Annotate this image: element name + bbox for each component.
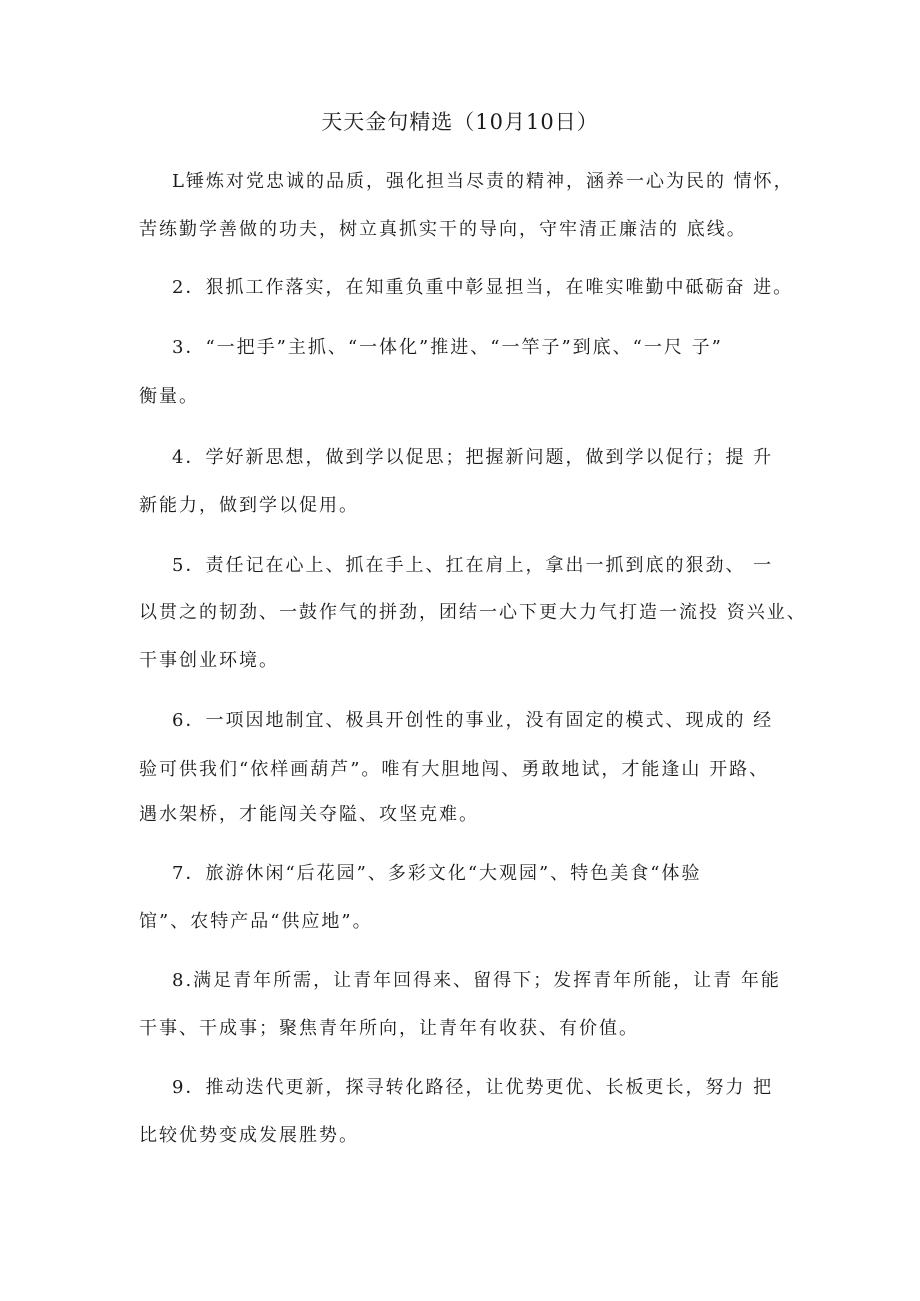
paragraph-2-line-1: 2．狠抓工作落实，在知重负重中彰显担当，在唯实唯勤中砥砺奋 进。 (172, 277, 794, 298)
paragraph-6-line-3: 遇水架桥，才能闯关夺隘、攻坚克难。 (139, 804, 479, 825)
paragraph-4-line-2: 新能力，做到学以促用。 (139, 495, 359, 516)
paragraph-9-line-1: 9．推动迭代更新，探寻转化路径，让优势更优、长板更长，努力 把 (172, 1077, 774, 1098)
document-title: 天天金句精选（10月10日） (321, 110, 599, 134)
paragraph-7-line-2: 馆”、农特产品“供应地”。 (139, 911, 373, 932)
paragraph-8-line-2: 干事、干成事；聚焦青年所向，让青年有收获、有价值。 (139, 1018, 639, 1039)
paragraph-1-line-2: 苦练勤学善做的功夫，树立真抓实干的导向，守牢清正廉洁的 底线。 (139, 219, 747, 240)
paragraph-7-line-1: 7．旅游休闲“后花园”、多彩文化“大观园”、特色美食“体验 (172, 863, 702, 884)
paragraph-6-line-1: 6．一项因地制宜、极具开创性的事业，没有固定的模式、现成的 经 (172, 710, 774, 731)
paragraph-9-line-2: 比较优势变成发展胜势。 (139, 1125, 359, 1146)
paragraph-1-line-1: L锤炼对党忠诚的品质，强化担当尽责的精神，涵养一心为民的 情怀， (172, 171, 794, 192)
paragraph-3-line-1: 3．“一把手”主抓、“一体化”推进、“一竿子”到底、“一尺 子” (172, 337, 723, 358)
paragraph-5-line-2: 以贯之的韧劲、一鼓作气的拼劲，团结一心下更大力气打造一流投 资兴业、 (139, 602, 807, 623)
paragraph-4-line-1: 4．学好新思想，做到学以促思；把握新问题，做到学以促行；提 升 (172, 447, 774, 468)
paragraph-5-line-1: 5．责任记在心上、抓在手上、扛在肩上，拿出一抓到底的狠劲、 一 (172, 555, 774, 576)
paragraph-3-line-2: 衡量。 (139, 386, 199, 407)
paragraph-6-line-2: 验可供我们“依样画葫芦”。唯有大胆地闯、勇敢地试，才能逢山 开路、 (139, 759, 770, 780)
paragraph-8-line-1: 8.满足青年所需，让青年回得来、留得下；发挥青年所能，让青 年能 (172, 970, 781, 991)
paragraph-5-line-3: 干事创业环境。 (139, 650, 279, 671)
